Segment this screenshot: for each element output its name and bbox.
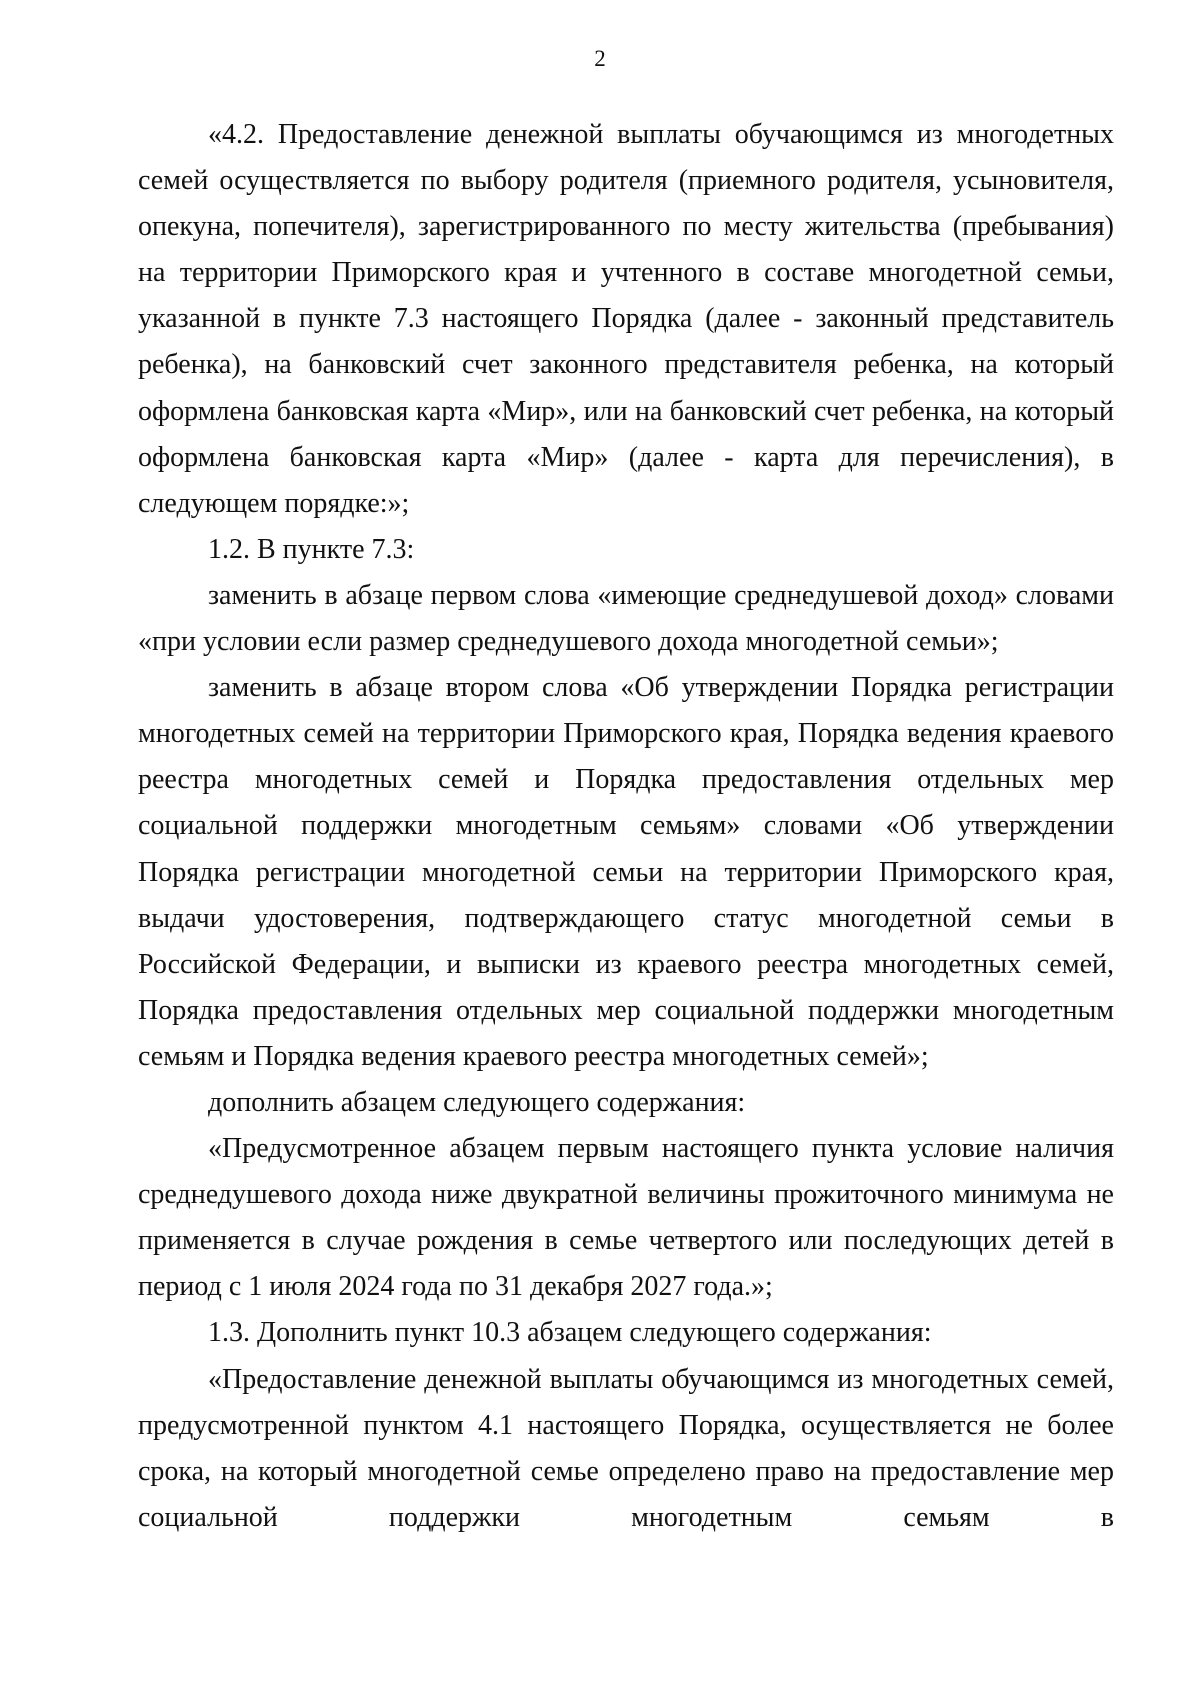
paragraph-payment-term: «Предоставление денежной выплаты обучающимся из многодетных семей, предусмотренной пунктом 4.1 настоящего Порядка, осуществляется не более срока, на который многодетной семье определено право на предоставление мер социальной поддержки многодетным семьям в: [138, 1363, 1114, 1533]
paragraph-replace-second-abzac: заменить в абзаце втором слова «Об утверждении Порядка регистрации многодетных семей на территории Приморского края, Порядка ведения краевого реестра многодетных семей и Порядка предоставления отдельных мер социальной поддержки многодетным семьям» словами «Об утверждении Порядка регистрации многодетной семьи на территории Приморского края, выдачи удостоверения, подтверждающего статус многодетной семьи в Российской Федерации, и выписки из краевого реестра многодетных семей, Порядка предоставления отдельных мер социальной поддержки многодетным семьям и Порядка ведения краевого реестра многодетных семей»;: [138, 672, 1114, 1072]
paragraph-add-abzac: дополнить абзацем следующего содержания:: [208, 1086, 746, 1118]
document-body: [138, 112, 1114, 1541]
paragraph-income-condition: «Предусмотренное абзацем первым настоящего пункта условие наличия среднедушевого дохода ниже двукратной величины прожиточного минимума не применяется в случае рождения в семье четвертого или последующих детей в период с 1 июля 2024 года по 31 декабря 2027 года.»;: [138, 1133, 1114, 1303]
paragraph-clause-4-2: «4.2. Предоставление денежной выплаты обучающимся из многодетных семей осуществляется по выбору родителя (приемного родителя, усыновителя, опекуна, попечителя), зарегистрированного по месту жительства (пребывания) на территории Приморского края и учтенного в составе многодетной семьи, указанной в пункте 7.3 настоящего Порядка (далее - законный представитель ребенка), на банковский счет законного представителя ребенка, на который оформлена банковская карта «Мир», или на банковский счет ребенка, на который оформлена банковская карта «Мир» (далее - карта для перечисления), в следующем порядке:»;: [138, 119, 1114, 519]
paragraph-clause-1-2-heading: 1.2. В пункте 7.3:: [208, 533, 415, 565]
paragraph-replace-first-abzac: заменить в абзаце первом слова «имеющие среднедушевой доход» словами «при условии если размер среднедушевого дохода многодетной семьи»;: [138, 579, 1114, 658]
page-number: 2: [594, 46, 606, 71]
paragraph-clause-1-3-heading: 1.3. Дополнить пункт 10.3 абзацем следующего содержания:: [208, 1317, 932, 1349]
